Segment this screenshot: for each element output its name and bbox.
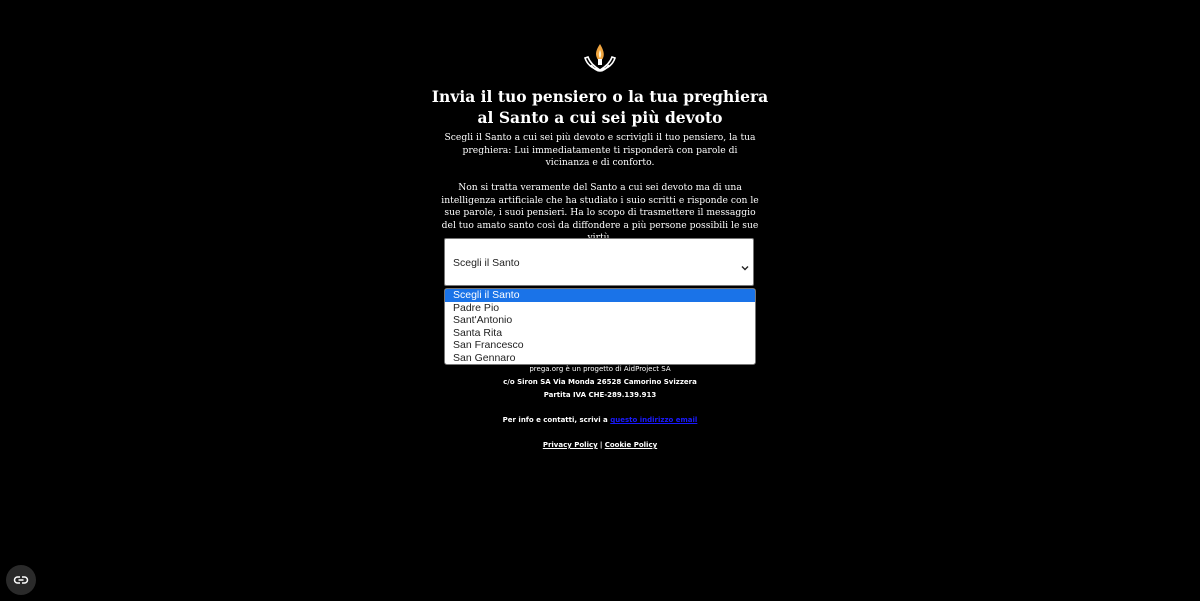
saint-option[interactable]: Sant'Antonio xyxy=(453,314,513,327)
candle-hands-icon xyxy=(581,40,619,76)
saint-option[interactable]: Scegli il Santo xyxy=(445,289,755,302)
link-icon xyxy=(13,572,29,588)
saint-select[interactable] xyxy=(444,238,754,286)
page-title: Invia il tuo pensiero o la tua preghiera al Santo a cui sei più devoto xyxy=(431,87,769,127)
saint-option[interactable]: San Gennaro xyxy=(453,351,516,364)
policy-separator: | xyxy=(599,441,603,449)
floating-link-button[interactable] xyxy=(6,565,36,595)
cookie-policy-link[interactable]: Cookie Policy xyxy=(604,441,658,449)
contact-prefix: Per info e contatti, scrivi a xyxy=(502,416,608,424)
footer-address-line: c/o Siron SA Via Monda 26528 Camorino Svizzera xyxy=(503,378,697,386)
saint-dropdown-list xyxy=(444,288,756,365)
contact-email-link[interactable]: questo indirizzo email xyxy=(610,416,698,424)
footer-project-line: prega.org è un progetto di AidProject SA xyxy=(529,365,671,373)
footer-vat-line: Partita IVA CHE-289.139.913 xyxy=(543,391,657,399)
saint-option[interactable]: Padre Pio xyxy=(453,301,500,314)
saint-option[interactable]: San Francesco xyxy=(453,339,524,352)
chevron-down-icon xyxy=(740,258,750,268)
saint-select-value: Scegli il Santo xyxy=(453,257,520,269)
footer-contact-line xyxy=(440,416,760,425)
privacy-policy-link[interactable]: Privacy Policy xyxy=(542,441,598,449)
intro-paragraph: Scegli il Santo a cui sei più devoto e scrivigli il tuo pensiero, la tua preghiera: Lui immediatamente ti risponderà con parole di vicinanza e di conforto. xyxy=(444,132,756,169)
saint-option[interactable]: Santa Rita xyxy=(453,326,503,339)
disclaimer-paragraph: Non si tratta veramente del Santo a cui sei devoto ma di una intelligenza artificiale che ha studiato i suio scritti e risponde con le sue parole, i suoi pensieri. Ha lo scopo di trasmettere il messaggio del tuo amato santo così da diffondere a più persone possibili le sue xyxy=(441,182,759,231)
footer-policy-links xyxy=(440,441,760,450)
